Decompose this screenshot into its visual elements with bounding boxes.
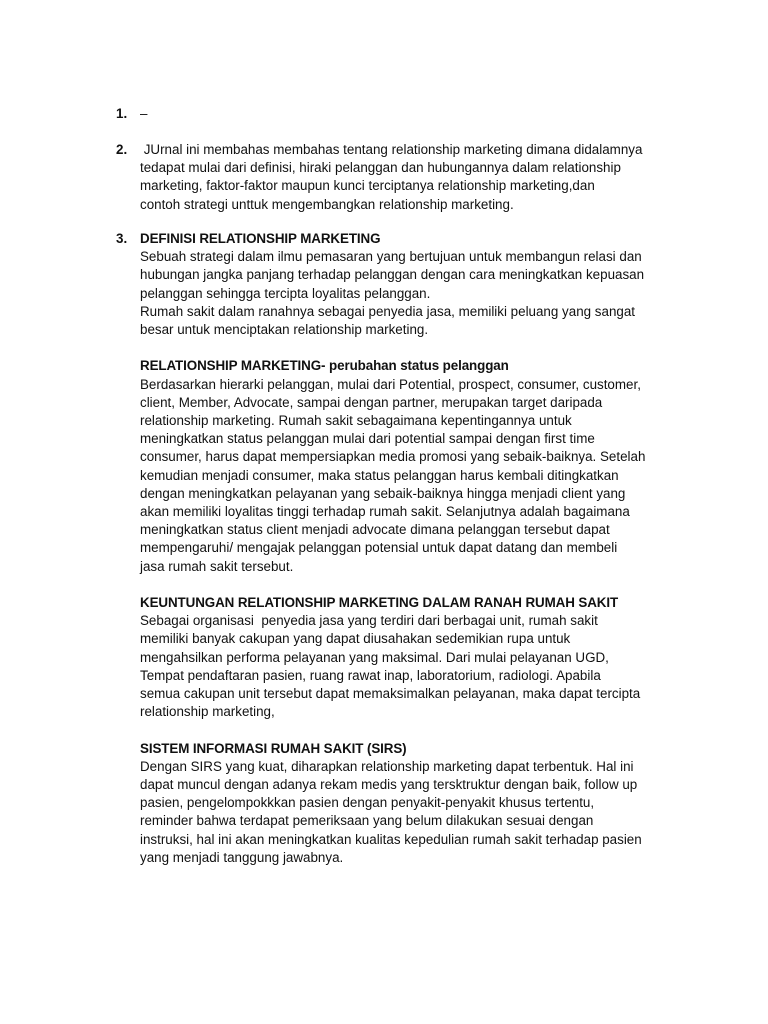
spacer <box>140 339 686 357</box>
dash-text: – <box>140 106 148 121</box>
text-line: Dengan SIRS yang kuat, diharapkan relationship marketing dapat terbentuk. Hal ini <box>140 758 634 774</box>
text-line: contoh strategi unttuk mengembangkan relationship marketing. <box>140 196 514 212</box>
text-line: Berdasarkan hierarki pelanggan, mulai dari Potential, prospect, consumer, customer, <box>140 376 641 392</box>
text-line: jasa rumah sakit tersebut. <box>140 558 294 574</box>
section-definisi <box>140 230 686 339</box>
list-item-1 <box>116 105 686 123</box>
text-line: pasien, pengelompokkkan pasien dengan penyakit-penyakit khusus tertentu, <box>140 795 595 811</box>
text-line: meningkatkan status client menjadi advocate dimana pelanggan tersebut dapat <box>140 522 610 538</box>
text-line: akan memiliki loyalitas tinggi terhadap rumah sakit. Selanjutnya adalah bagaimana <box>140 504 630 520</box>
section-heading: KEUNTUNGAN RELATIONSHIP MARKETING DALAM RANAH RUMAH SAKIT <box>140 595 619 611</box>
text-line: kemudian menjadi consumer, maka status pelanggan harus kembali ditingkatkan <box>140 467 619 483</box>
list-number: 3. <box>116 231 128 246</box>
text-line: marketing, faktor-faktor maupun kunci terciptanya relationship marketing,dan <box>140 178 595 194</box>
spacer <box>140 721 686 739</box>
text-line: memiliki banyak cakupan yang dapat diusahakan sedemikian rupa untuk <box>140 631 571 647</box>
text-line: besar untuk menciptakan relationship marketing. <box>140 322 429 338</box>
section-heading: DEFINISI RELATIONSHIP MARKETING <box>140 231 381 246</box>
section-sirs <box>140 740 686 867</box>
list-item-2 <box>116 141 686 214</box>
text-line: Tempat pendaftaran pasien, ruang rawat inap, laboratorium, radiologi. Apabila <box>140 667 601 683</box>
section-heading: SISTEM INFORMASI RUMAH SAKIT (SIRS) <box>140 740 407 756</box>
spacer <box>140 576 686 594</box>
journal-summary <box>140 141 686 214</box>
text-line: Sebuah strategi dalam ilmu pemasaran yang bertujuan untuk membangun relasi dan <box>140 249 642 265</box>
text-line: tedapat mulai dari definisi, hiraki pelanggan dan hubungannya dalam relationship <box>140 160 621 176</box>
text-line: mengahsilkan performa pelayanan yang maksimal. Dari mulai pelayanan UGD, <box>140 649 609 665</box>
text-line: reminder bahwa terdapat pemeriksaan yang belum dilakukan sesuai dengan <box>140 813 594 829</box>
text-line: meningkatkan status pelanggan mulai dari potential sampai dengan first time <box>140 431 595 447</box>
text-line: Sebagai organisasi penyedia jasa yang terdiri dari berbagai unit, rumah sakit <box>140 613 598 629</box>
text-line: pelanggan sehingga tercipta loyalitas pelanggan. <box>140 285 431 301</box>
list-item-3 <box>116 230 686 867</box>
section-perubahan-status <box>140 357 686 575</box>
text-line: instruksi, hal ini akan meningkatkan kualitas kepedulian rumah sakit terhadap pasien <box>140 831 642 847</box>
section-heading: RELATIONSHIP MARKETING- perubahan status pelanggan <box>140 358 509 374</box>
text-line: consumer, harus dapat mempersiapkan media promosi yang sebaik-baiknya. Setelah <box>140 449 646 465</box>
text-line: JUrnal ini membahas membahas tentang relationship marketing dimana didalamnya <box>140 142 643 157</box>
text-line: dapat muncul dengan adanya rekam medis yang tersktruktur dengan baik, follow up <box>140 777 638 793</box>
text-line: yang menjadi tanggung jawabnya. <box>140 849 344 865</box>
text-line: mempengaruhi/ mengajak pelanggan potensial untuk dapat datang dan membeli <box>140 540 618 556</box>
text-line: relationship marketing. Rumah sakit sebagaimana kepentingannya untuk <box>140 413 572 429</box>
text-line: semua cakupan unit tersebut dapat memaksimalkan pelayanan, maka dapat tercipta <box>140 686 641 702</box>
text-line: hubungan jangka panjang terhadap pelanggan dengan cara meningkatkan kepuasan <box>140 267 645 283</box>
list-number: 1. <box>116 106 128 121</box>
text-line: dengan meningkatkan pelayanan yang sebaik-baiknya hingga menjadi client yang <box>140 485 626 501</box>
section-keuntungan <box>140 594 686 721</box>
text-line: client, Member, Advocate, sampai dengan partner, merupakan target daripada <box>140 394 603 410</box>
text-line: Rumah sakit dalam ranahnya sebagai penyedia jasa, memiliki peluang yang sangat <box>140 303 636 319</box>
text-line: relationship marketing, <box>140 704 275 720</box>
list-number: 2. <box>116 142 128 157</box>
